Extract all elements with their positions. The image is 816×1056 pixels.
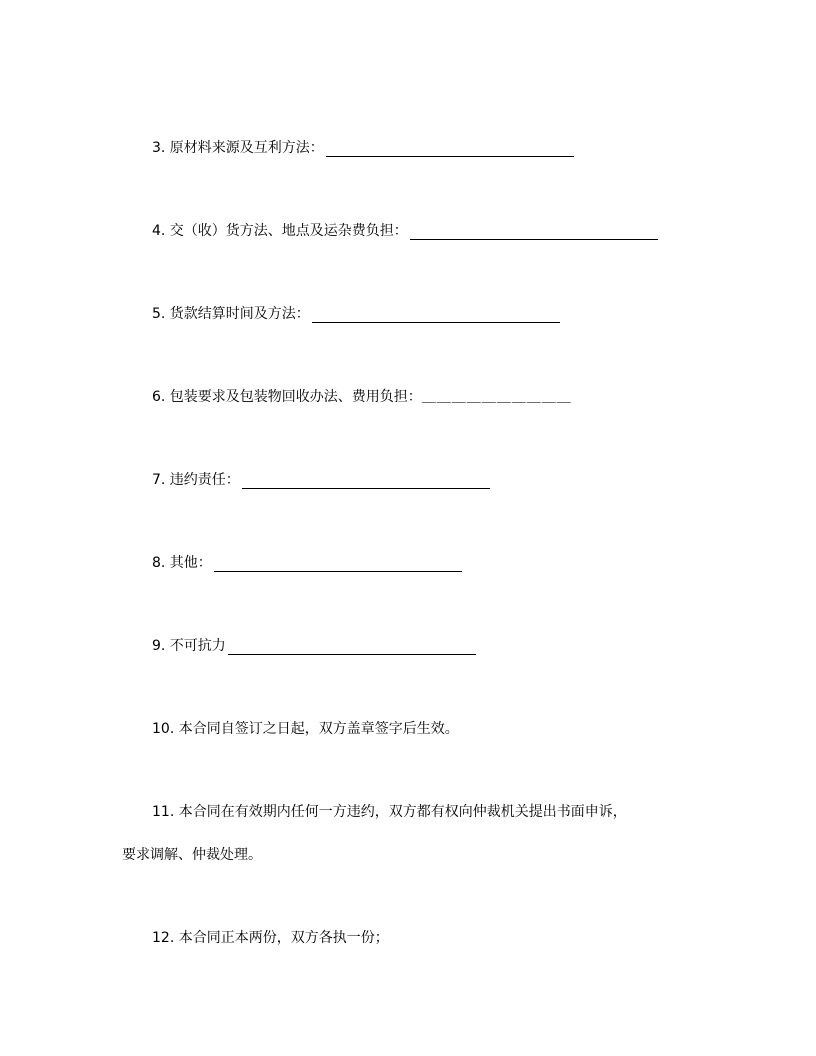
clause-7 [152,471,490,489]
clause-7-text: 7. 违约责任： [152,472,240,488]
clause-7-blank [242,474,490,489]
clause-10 [152,720,459,738]
clause-4-text: 4. 交（收）货方法、地点及运杂费负担： [152,223,408,239]
clause-8-blank [214,557,462,572]
clause-6-text: 6. 包装要求及包装物回收办法、费用负担： [152,389,422,405]
clause-3-text: 3. 原材料来源及互利方法： [152,140,324,156]
clause-4 [152,222,658,240]
clause-6 [152,388,572,406]
clause-3-blank [326,142,574,157]
clause-5-blank [312,308,560,323]
clause-9-blank [228,640,476,655]
clause-11 [152,803,627,821]
clause-8 [152,554,462,572]
clause-12 [152,929,389,947]
clause-8-text: 8. 其他： [152,555,212,571]
clause-12-text: 12. 本合同正本两份，双方各执一份； [152,930,389,946]
clause-11-continuation-text: 要求调解、仲裁处理。 [122,847,262,863]
clause-6-dashes: ＿＿＿＿＿＿＿＿＿＿ [421,389,572,405]
clause-3 [152,139,574,157]
clause-11-text: 11. 本合同在有效期内任何一方违约，双方都有权向仲裁机关提出书面申诉， [152,804,627,820]
clause-10-text: 10. 本合同自签订之日起，双方盖章签字后生效。 [152,721,459,737]
clause-4-blank [410,225,658,240]
clause-5 [152,305,560,323]
clause-9-text: 9. 不可抗力 [152,638,226,654]
clause-9 [152,637,476,655]
clause-11-continuation [122,846,262,864]
clause-5-text: 5. 货款结算时间及方法： [152,306,310,322]
